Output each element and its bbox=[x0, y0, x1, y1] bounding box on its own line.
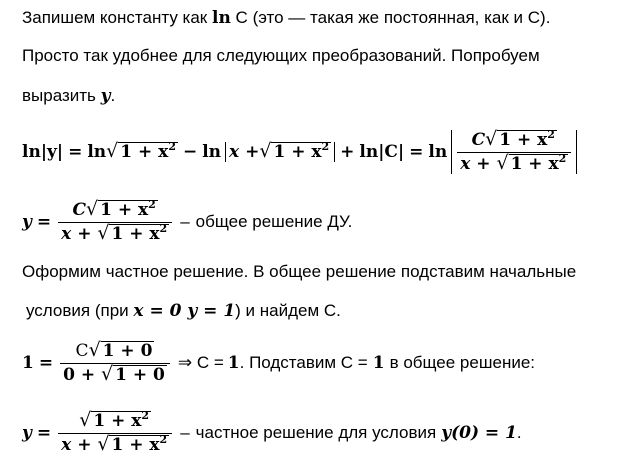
math: x + bbox=[229, 141, 260, 162]
text-line-1 bbox=[22, 8, 550, 28]
math: + bbox=[340, 142, 355, 162]
text: – bbox=[180, 423, 190, 442]
math: C bbox=[471, 129, 486, 150]
math: 1 + x bbox=[273, 141, 322, 162]
math: 1 + 0 bbox=[115, 364, 165, 385]
math: y(0) = 1 bbox=[441, 423, 517, 443]
math: x + bbox=[61, 223, 92, 244]
math: x = 0 y = 1 bbox=[133, 301, 236, 321]
text-line-3 bbox=[22, 86, 115, 106]
text: . Подставим С = bbox=[239, 353, 368, 372]
math: x + bbox=[61, 434, 92, 455]
equation-2: y = C √ $1 + x^2$ x + √ $1 + x^2$ – общее решение ДУ. bbox=[22, 197, 353, 244]
text: Оформим частное решение. В общее решение подставим начальные bbox=[22, 262, 577, 281]
math: 2 bbox=[547, 127, 555, 141]
math: 1 + x bbox=[499, 129, 548, 150]
fraction: C √ $1 + x^2$ x + √ $1 + x^2$ bbox=[457, 130, 571, 174]
text-line-2 bbox=[22, 46, 540, 66]
math: y bbox=[22, 212, 32, 232]
math: y bbox=[22, 423, 32, 443]
math: − bbox=[182, 142, 198, 162]
abs bbox=[451, 127, 577, 174]
math-var: y bbox=[100, 86, 111, 106]
math: = bbox=[38, 353, 54, 373]
math: 1 bbox=[372, 353, 385, 373]
math: x + bbox=[460, 153, 491, 174]
text-line-6 bbox=[26, 301, 341, 321]
math: 1 + x bbox=[93, 410, 142, 431]
math: ln|y| bbox=[22, 142, 64, 162]
text: частное решение для условия bbox=[195, 423, 437, 442]
sqrt: √ $1 + x^2$ bbox=[106, 139, 176, 162]
math: 1 + x bbox=[100, 199, 149, 220]
equation-1 bbox=[22, 124, 577, 180]
equation-4: y = √ $1 + x^2$ x + √ $1 + x^2$ – частное решение для условия y(0) = 1 . bbox=[22, 408, 522, 455]
math: = bbox=[68, 142, 83, 162]
math-ln: ln bbox=[211, 8, 231, 28]
text: ) и найдем С. bbox=[235, 301, 341, 320]
text: общее решение ДУ. bbox=[195, 212, 353, 231]
math: 1 + x bbox=[111, 434, 160, 455]
math: 2 bbox=[558, 151, 567, 165]
math: C bbox=[75, 340, 89, 361]
math: ln|C| bbox=[359, 142, 405, 162]
text: Просто так удобнее для следующих преобразований. Попробуем bbox=[22, 46, 540, 65]
math: 1 + x bbox=[111, 223, 160, 244]
math: 2 bbox=[159, 221, 168, 235]
math: 1 bbox=[22, 353, 34, 373]
math: = bbox=[409, 142, 424, 162]
text-line-5 bbox=[22, 262, 576, 282]
equation-3 bbox=[22, 336, 535, 390]
math: 1 + 0 bbox=[102, 340, 153, 361]
math: 2 bbox=[148, 197, 156, 211]
fraction: C √ $1 + x^2$ x + √ $1 + x^2$ bbox=[58, 200, 172, 244]
text: . bbox=[110, 86, 116, 105]
math: 2 bbox=[321, 139, 330, 153]
math: 0 + bbox=[63, 364, 96, 385]
text: (это — такая же постоянная, как и С). bbox=[252, 8, 551, 27]
text: . bbox=[516, 423, 522, 442]
math: ln bbox=[202, 142, 222, 162]
fraction: √ $1 + x^2$ x + √ $1 + x^2$ bbox=[58, 411, 172, 455]
fraction: C √ 1 + 0 0 + √ 1 + 0 bbox=[60, 341, 170, 385]
math: 2 bbox=[168, 139, 176, 153]
math: ln bbox=[428, 142, 448, 162]
text: ⇒ C = bbox=[177, 353, 224, 372]
math: 1 + x bbox=[510, 153, 559, 174]
text: Запишем константу как bbox=[22, 8, 208, 27]
math: ln bbox=[87, 142, 107, 162]
text: выразить bbox=[22, 86, 96, 105]
text: условия (при bbox=[26, 301, 129, 320]
sqrt: √ $1 + x^2$ bbox=[259, 139, 330, 162]
text: C bbox=[235, 8, 248, 27]
math: 2 bbox=[141, 408, 150, 422]
math: 2 bbox=[159, 432, 168, 446]
math: C bbox=[72, 199, 87, 220]
text: в общее решение: bbox=[389, 353, 536, 372]
math: 1 + x bbox=[120, 141, 169, 162]
text: – bbox=[180, 212, 190, 231]
math: 1 bbox=[227, 353, 240, 373]
abs bbox=[225, 139, 335, 163]
